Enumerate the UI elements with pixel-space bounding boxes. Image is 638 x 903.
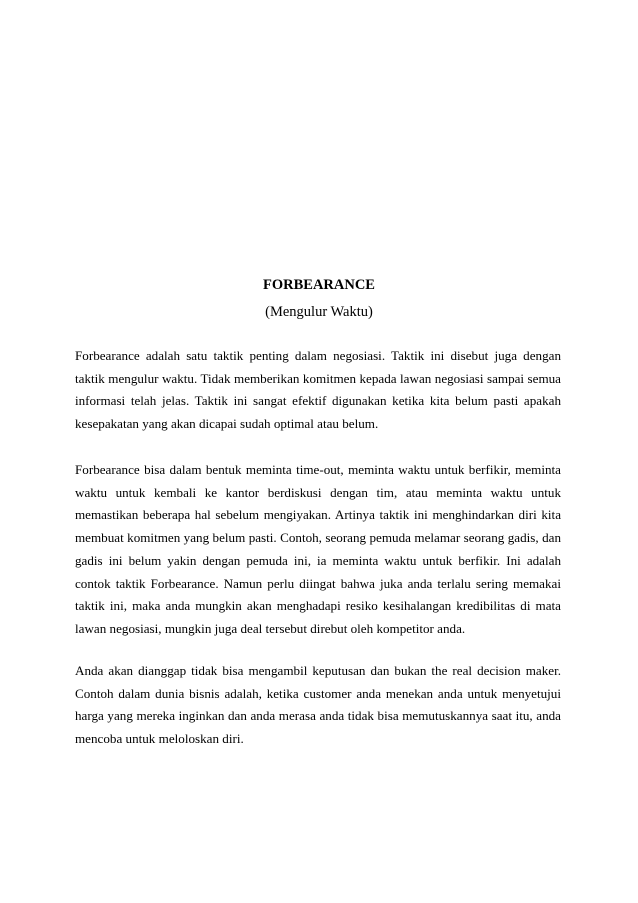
paragraph: Forbearance adalah satu taktik penting dalam negosiasi. Taktik ini disebut juga dengan taktik mengulur waktu. Tidak memberikan komitmen kepada lawan negosiasi sampai semua informasi telah jelas. Taktik ini sangat efektif digunakan ketika kita belum pasti apakah kesepakatan yang akan dicapai sudah optimal atau belum. [75,348,561,432]
paragraph: Forbearance bisa dalam bentuk meminta time-out, meminta waktu untuk berfikir, meminta waktu untuk kembali ke kantor berdiskusi dengan tim, atau meminta waktu untuk memastikan beberapa hal sebelum mengiyakan. Artinya taktik ini menghindarkan diri kita membuat komitmen yang belum pasti. Contoh, seorang pemuda melamar seorang gadis, dan gadis ini belum yakin dengan pemuda ini, ia meminta waktu untuk berfikir. Ini adalah contok taktik Forbearance. Namun perlu diingat bahwa juka anda terlalu sering memakai taktik ini, maka anda mungkin akan menghadapi resiko kesihalangan kredibilitas di mata lawan negosiasi, mungkin juga deal tersebut direbut oleh kompetitor anda. [75,462,561,636]
page-subtitle: (Mengulur Waktu) [265,304,373,320]
page-title: FORBEARANCE [263,277,375,293]
paragraph: Anda akan dianggap tidak bisa mengambil keputusan dan bukan the real decision maker. Contoh dalam dunia bisnis adalah, ketika customer anda menekan anda untuk menyetujui harga yang mereka inginkan dan anda merasa anda tidak bisa memutuskannya saat itu, anda mencoba untuk meloloskan diri. [75,663,561,747]
